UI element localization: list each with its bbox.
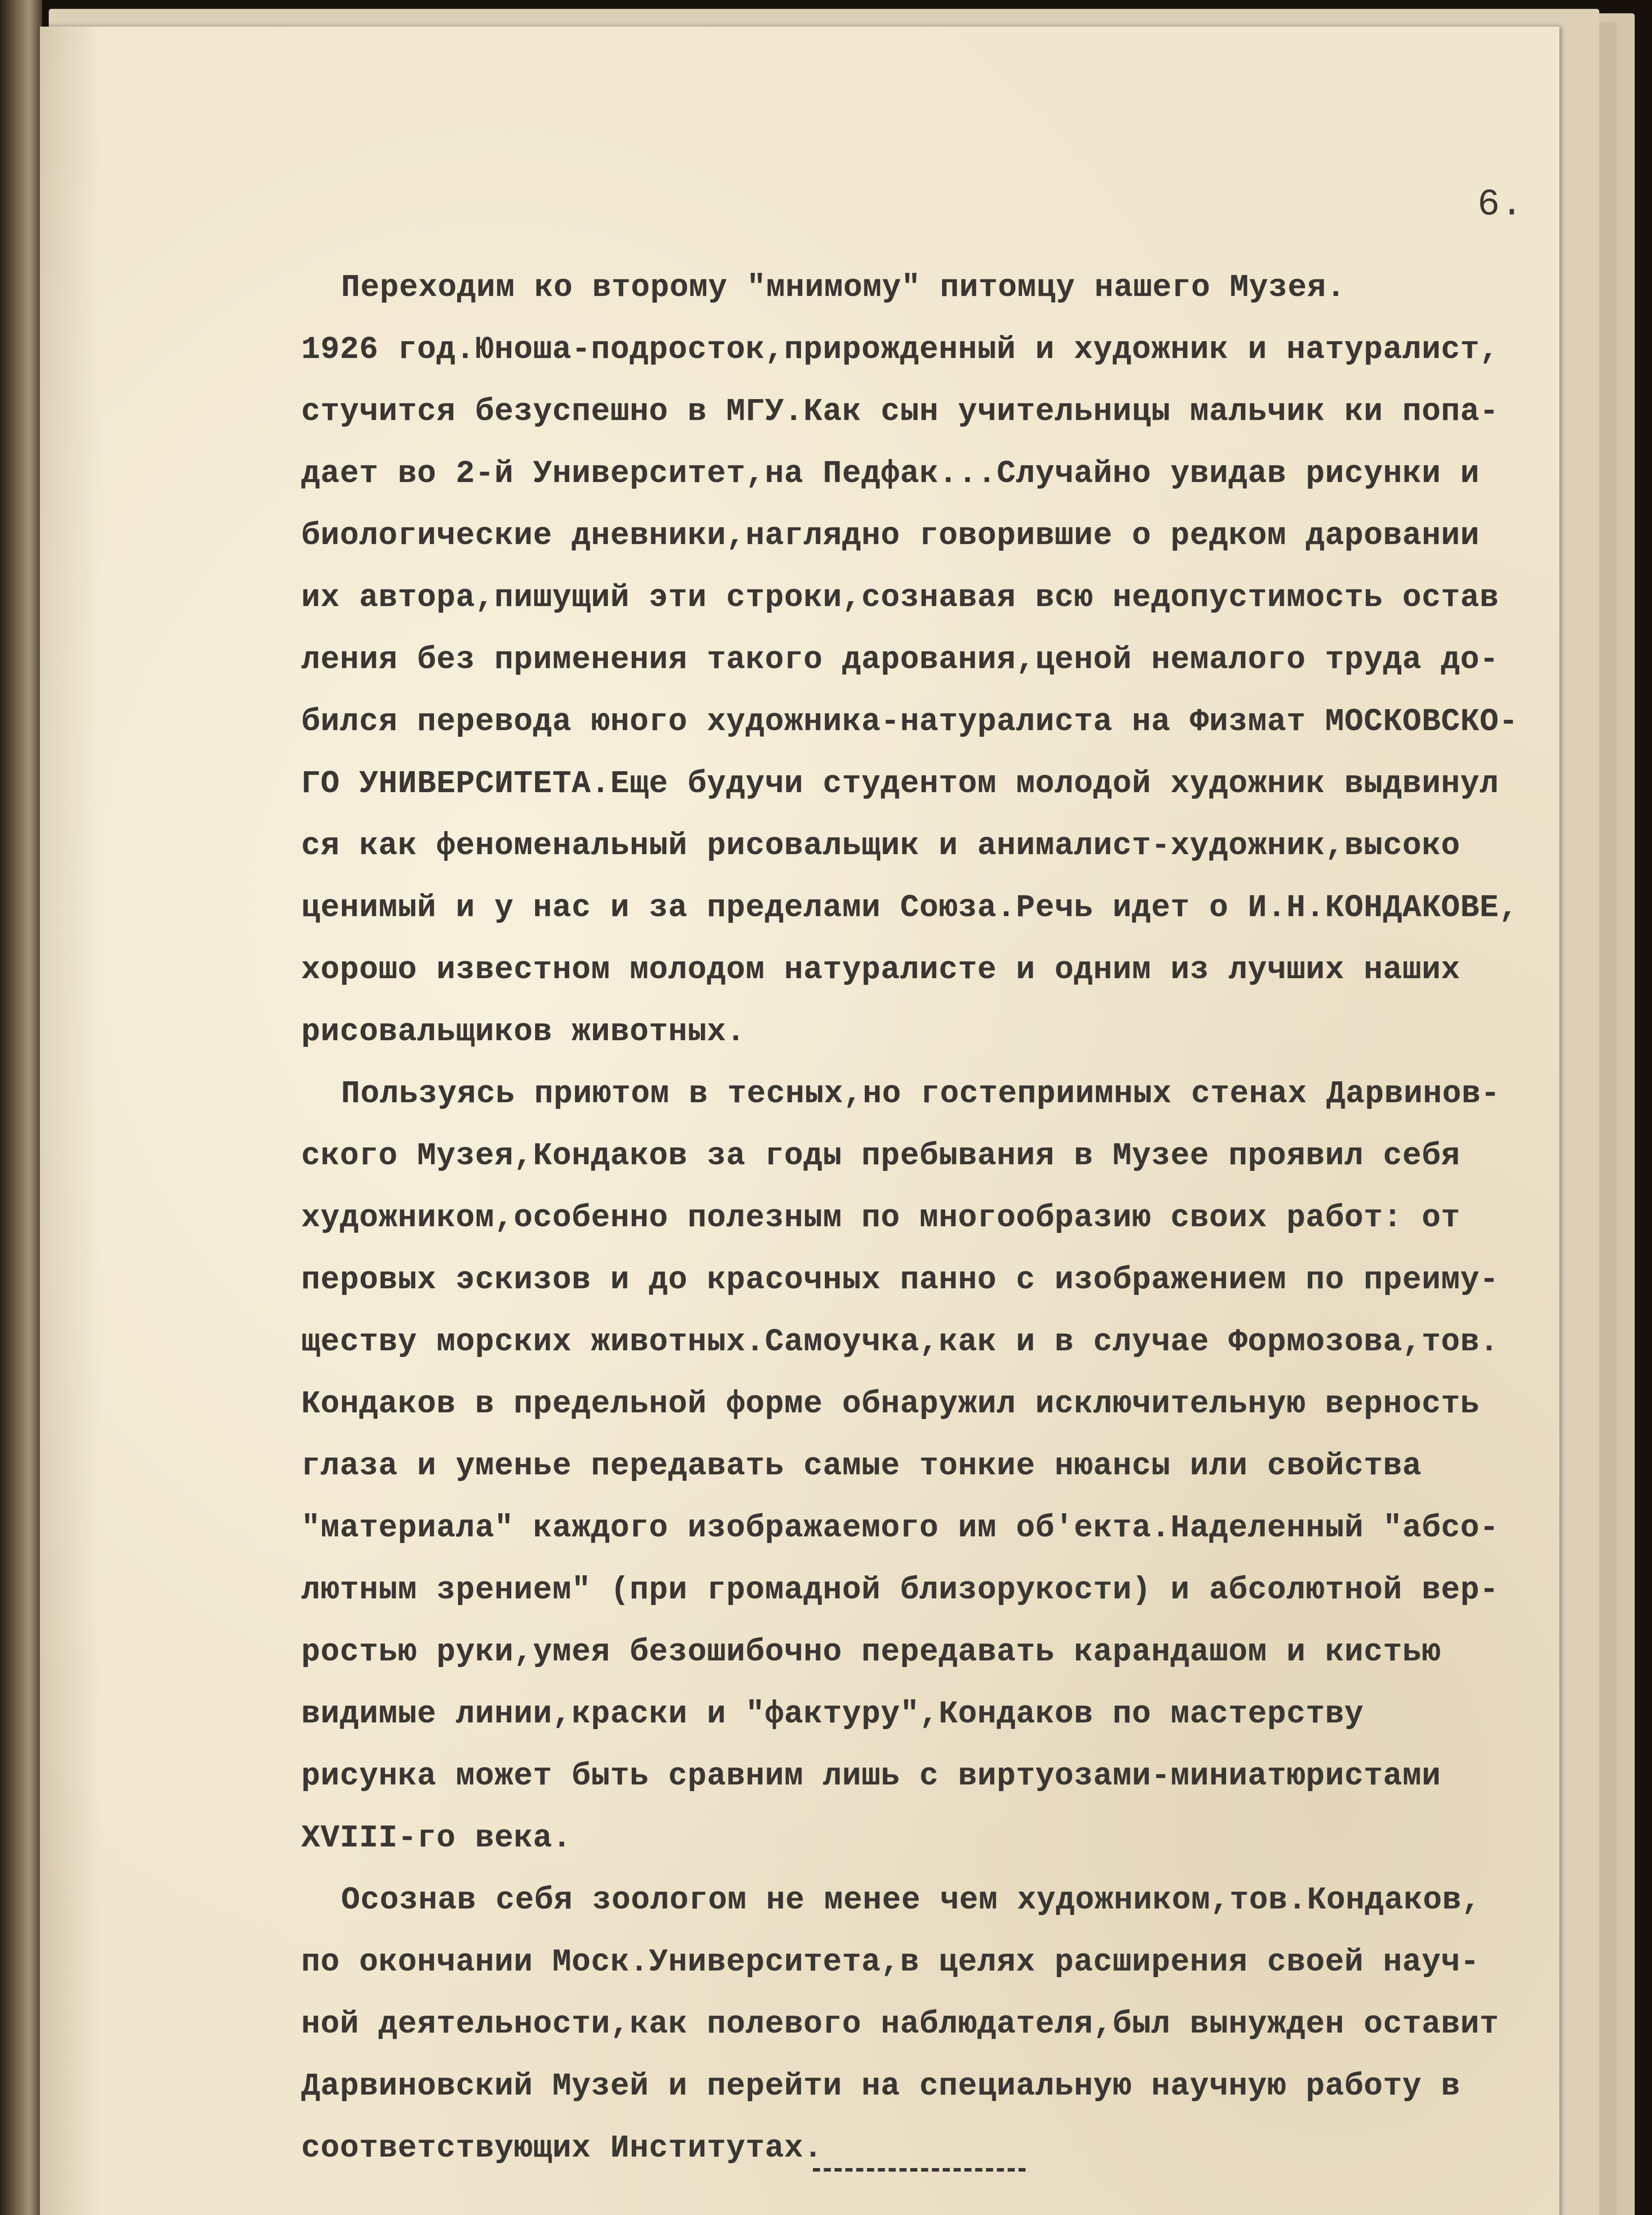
text-line: ществу морских животных.Самоучка,как и в случае Формозова,тов. [301,1325,1499,1360]
text-line: ростью руки,умея безошибочно передавать карандашом и кистью [301,1635,1441,1670]
text-line: ления без применения такого дарования,ценой немалого труда до- [301,642,1499,678]
text-line: художником,особенно полезным по многообразию своих работ: от [301,1201,1461,1236]
text-line: Дарвиновский Музей и перейти на специальную научную работу в [301,2069,1461,2104]
text-line: Кондаков в предельной форме обнаружил исключительную верность [301,1387,1480,1422]
text-line: 1926 год.Юноша-подросток,прирожденный и художник и натуралист, [301,332,1499,368]
text-line: перовых эскизов и до красочных панно с изображением по преиму- [301,1263,1499,1298]
text-line: хорошо известном молодом натуралисте и одним из лучших наших [301,952,1461,988]
text-line: лютным зрением" (при громадной близорукости) и абсолютной вер- [301,1573,1499,1608]
body-text [301,257,1586,2180]
text-line: "материала" каждого изображаемого им об'екта.Наделенный "абсо- [301,1511,1499,1546]
text-line: XVIII-го века. [301,1821,572,1856]
text-line: Переходим ко второму "мнимому" питомцу нашего Музея. [341,270,1346,306]
text-line: дает во 2-й Университет,на Педфак...Случайно увидав рисунки и [301,456,1480,492]
text-line: биологические дневники,наглядно говорившие о редком даровании [301,518,1480,554]
text-line: их автора,пишущий эти строки,сознавая всю недопустимость остав [301,580,1499,616]
page-number: 6. [1477,184,1524,226]
text-line: глаза и уменье передавать самые тонкие нюансы или свойства [301,1449,1422,1484]
text-line: бился перевода юного художника-натуралиста на Физмат МОСКОВСКО- [301,704,1519,740]
binding-strip [0,0,42,2215]
text-line: Пользуясь приютом в тесных,но гостеприимных стенах Дарвинов- [341,1076,1500,1112]
text-line: стучится безуспешно в МГУ.Как сын учительницы мальчик ки попа- [301,394,1499,430]
text-line: соответствующих Институтах. [301,2131,823,2166]
paragraph-2 [301,1063,1586,1869]
section-separator [813,2168,1026,2172]
text-line: Осознав себя зоологом не менее чем художником,тов.Кондаков, [341,1883,1481,1918]
paragraph-3 [301,1869,1586,2180]
text-line: видимые линии,краски и "фактуру",Кондаков по мастерству [301,1697,1364,1732]
text-line: ся как феноменальный рисовальщик и анималист-художник,высоко [301,828,1461,864]
text-line: ценимый и у нас и за пределами Союза.Речь идет о И.Н.КОНДАКОВЕ, [301,890,1519,926]
text-line: ной деятельности,как полевого наблюдателя,был вынужден оставит [301,2007,1499,2042]
text-line: по окончании Моск.Университета,в целях расширения своей науч- [301,1945,1480,1980]
text-line: рисовальщиков животных. [301,1014,746,1050]
text-line: рисунка может быть сравним лишь с виртуозами-миниатюристами [301,1759,1441,1794]
typewritten-sheet [40,27,1559,2215]
paragraph-1 [301,257,1586,1063]
text-line: ского Музея,Кондаков за годы пребывания в Музее проявил себя [301,1139,1461,1174]
text-line: ГО УНИВЕРСИТЕТА.Еще будучи студентом молодой художник выдвинул [301,766,1499,802]
